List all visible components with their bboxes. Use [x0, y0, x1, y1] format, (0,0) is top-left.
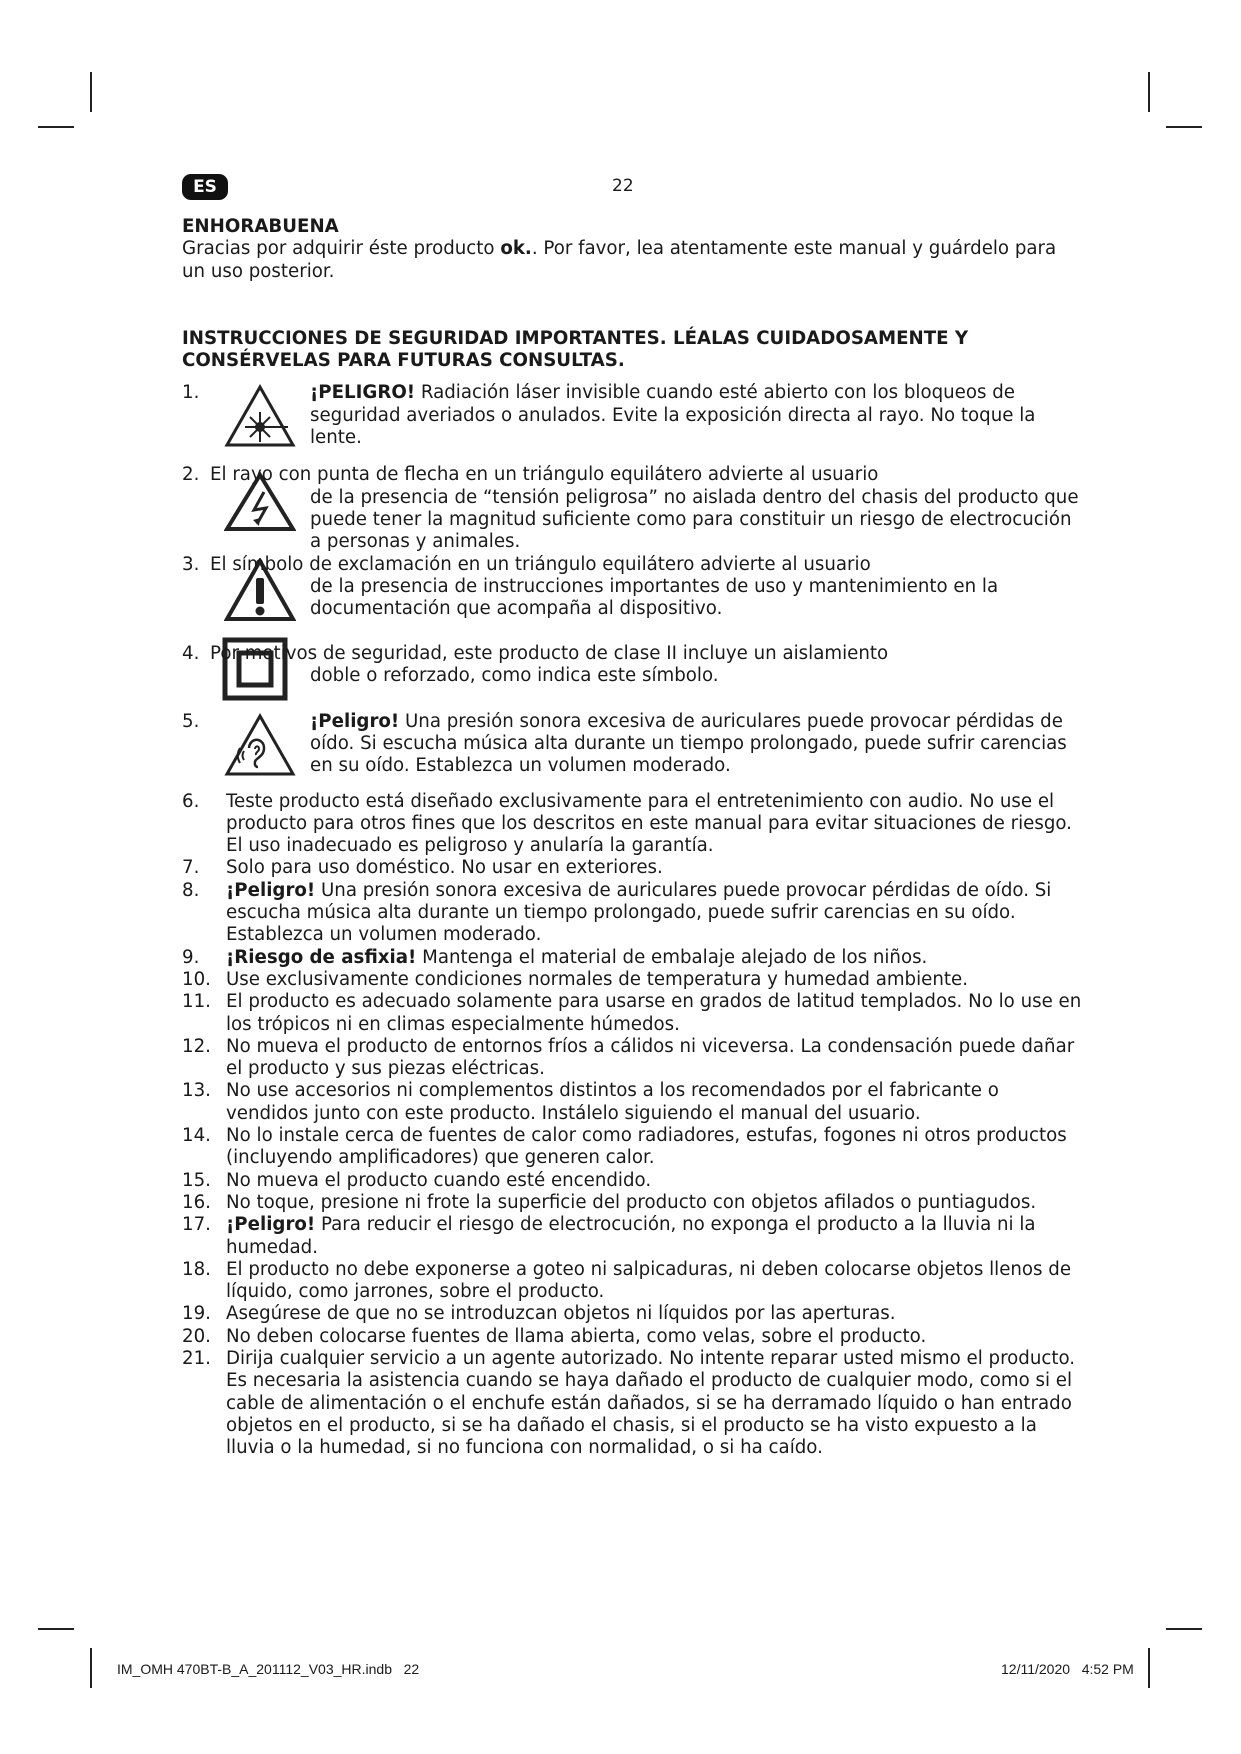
intro-title: ENHORABUENA: [182, 216, 339, 237]
crop-mark: [1166, 1628, 1202, 1630]
list-item: 6. Teste producto está diseñado exclusivamente para el entretenimiento con audio. No use el producto para otros fines que los descritos en este manual para evitar situaciones de riesgo. El uso inadecuado es peligroso y anularía la garantía.: [182, 790, 1072, 857]
list-item: 9. ¡Riesgo de asfixia! Mantenga el material de embalaje alejado de los niños.: [182, 946, 928, 968]
page-number: 22: [612, 176, 634, 196]
crop-mark: [1148, 1648, 1150, 1688]
list-item: 19. Asegúrese de que no se introduzcan objetos ni líquidos por las aperturas.: [182, 1303, 896, 1325]
footer-file-info: IM_OMH 470BT-B_A_201112_V03_HR.indb 22: [117, 1661, 420, 1677]
crop-mark: [90, 72, 92, 112]
symbol-item-3: 3. El símbolo de exclamación en un triángulo equilátero advierte al usuario de la presencia de instrucciones importantes de uso y mantenimiento en la documentación que acompaña al dispositivo.: [182, 554, 1082, 621]
list-item: 20. No deben colocarse fuentes de llama abierta, como velas, sobre el producto.: [182, 1325, 927, 1347]
list-item: 14. No lo instale cerca de fuentes de calor como radiadores, estufas, fogones ni otros productos (incluyendo amplificadores) que generen calor.: [182, 1125, 1067, 1169]
safety-heading: INSTRUCCIONES DE SEGURIDAD IMPORTANTES. LÉALAS CUIDADOSAMENTE Y CONSÉRVELAS PARA FUTURAS CONSULTAS.: [182, 327, 969, 372]
intro-text: Gracias por adquirir éste producto ok.. Por favor, lea atentamente este manual y guárdelo para un uso posterior.: [182, 238, 1057, 282]
safety-list: [182, 791, 1082, 1460]
crop-mark: [1148, 72, 1150, 112]
list-item: 13. No use accesorios ni complementos distintos a los recomendados por el fabricante o vendidos junto con este producto. Instálelo siguiendo el manual del usuario.: [182, 1080, 999, 1124]
language-badge: ES: [182, 174, 228, 200]
list-item: 7. Solo para uso doméstico. No usar en exteriores.: [182, 857, 663, 879]
symbol-item-1: 1. ¡PELIGRO! Radiación láser invisible cuando esté abierto con los bloqueos de seguridad averiados o anulados. Evite la exposición directa al rayo. No toque la lente.: [182, 382, 1036, 449]
list-item: 10. Use exclusivamente condiciones normales de temperatura y humedad ambiente.: [182, 968, 968, 990]
crop-mark: [38, 126, 74, 128]
list-item: 11. El producto es adecuado solamente para usarse en grados de latitud templados. No lo use en los trópicos ni en climas especialmente húmedos.: [182, 991, 1082, 1035]
list-item: 16. No toque, presione ni frote la superficie del producto con objetos afilados o puntiagudos.: [182, 1191, 1037, 1213]
symbol-item-5: 5. ¡Peligro! Una presión sonora excesiva de auriculares puede provocar pérdidas de oído. Si escucha música alta durante un tiempo prolongado, puede sufrir carencias en su oído. Establezca un volumen moderado.: [182, 710, 1067, 777]
laser-warning-icon: [224, 384, 296, 448]
list-item: 12. No mueva el producto de entornos fríos a cálidos ni viceversa. La condensación puede dañar el producto y sus piezas eléctricas.: [182, 1035, 1075, 1080]
list-item: 18. El producto no debe exponerse a goteo ni salpicaduras, ni deben colocarse objetos llenos de líquido, como jarrones, sobre el producto.: [182, 1258, 1072, 1303]
list-item: 15. No mueva el producto cuando esté encendido.: [182, 1169, 652, 1191]
list-item: 8. ¡Peligro! Una presión sonora excesiva de auriculares puede provocar pérdidas de oído. Si escucha música alta durante un tiempo prolongado, puede sufrir carencias en su oído. Establezca un volumen moderado.: [182, 879, 1052, 946]
crop-mark: [90, 1648, 92, 1688]
list-item: 17. ¡Peligro! Para reducir el riesgo de electrocución, no exponga el producto a la lluvia ni la humedad.: [182, 1214, 1036, 1258]
symbol-item-2: 2. El rayo con punta de flecha en un triángulo equilátero advierte al usuario de la presencia de “tensión peligrosa” no aislada dentro del chasis del producto que puede tener la magnitud suficiente como para constituir un riesgo de electrocución a personas y animales.: [182, 464, 1079, 553]
footer-datetime: 12/11/2020 4:52 PM: [1001, 1661, 1134, 1677]
list-item: 21. Dirija cualquier servicio a un agente autorizado. No intente reparar usted mismo el producto. Es necesaria la asistencia cuando se haya dañado el producto de cualquier modo, como si el cable de alimentación o el enchufe están dañados, si se ha derramado líquido o han entrado objetos en el producto, si se ha dañado el chasis, si el producto se ha visto expuesto a la lluvia o la humedad, si no funciona con normalidad, o si ha caído.: [182, 1347, 1076, 1459]
crop-mark: [1166, 126, 1202, 128]
symbol-item-4: 4. Por motivos de seguridad, este producto de clase II incluye un aislamiento doble o reforzado, como indica este símbolo.: [182, 643, 1082, 703]
hearing-warning-icon: [224, 713, 296, 777]
page-content: [182, 216, 1082, 1459]
crop-mark: [38, 1628, 74, 1630]
